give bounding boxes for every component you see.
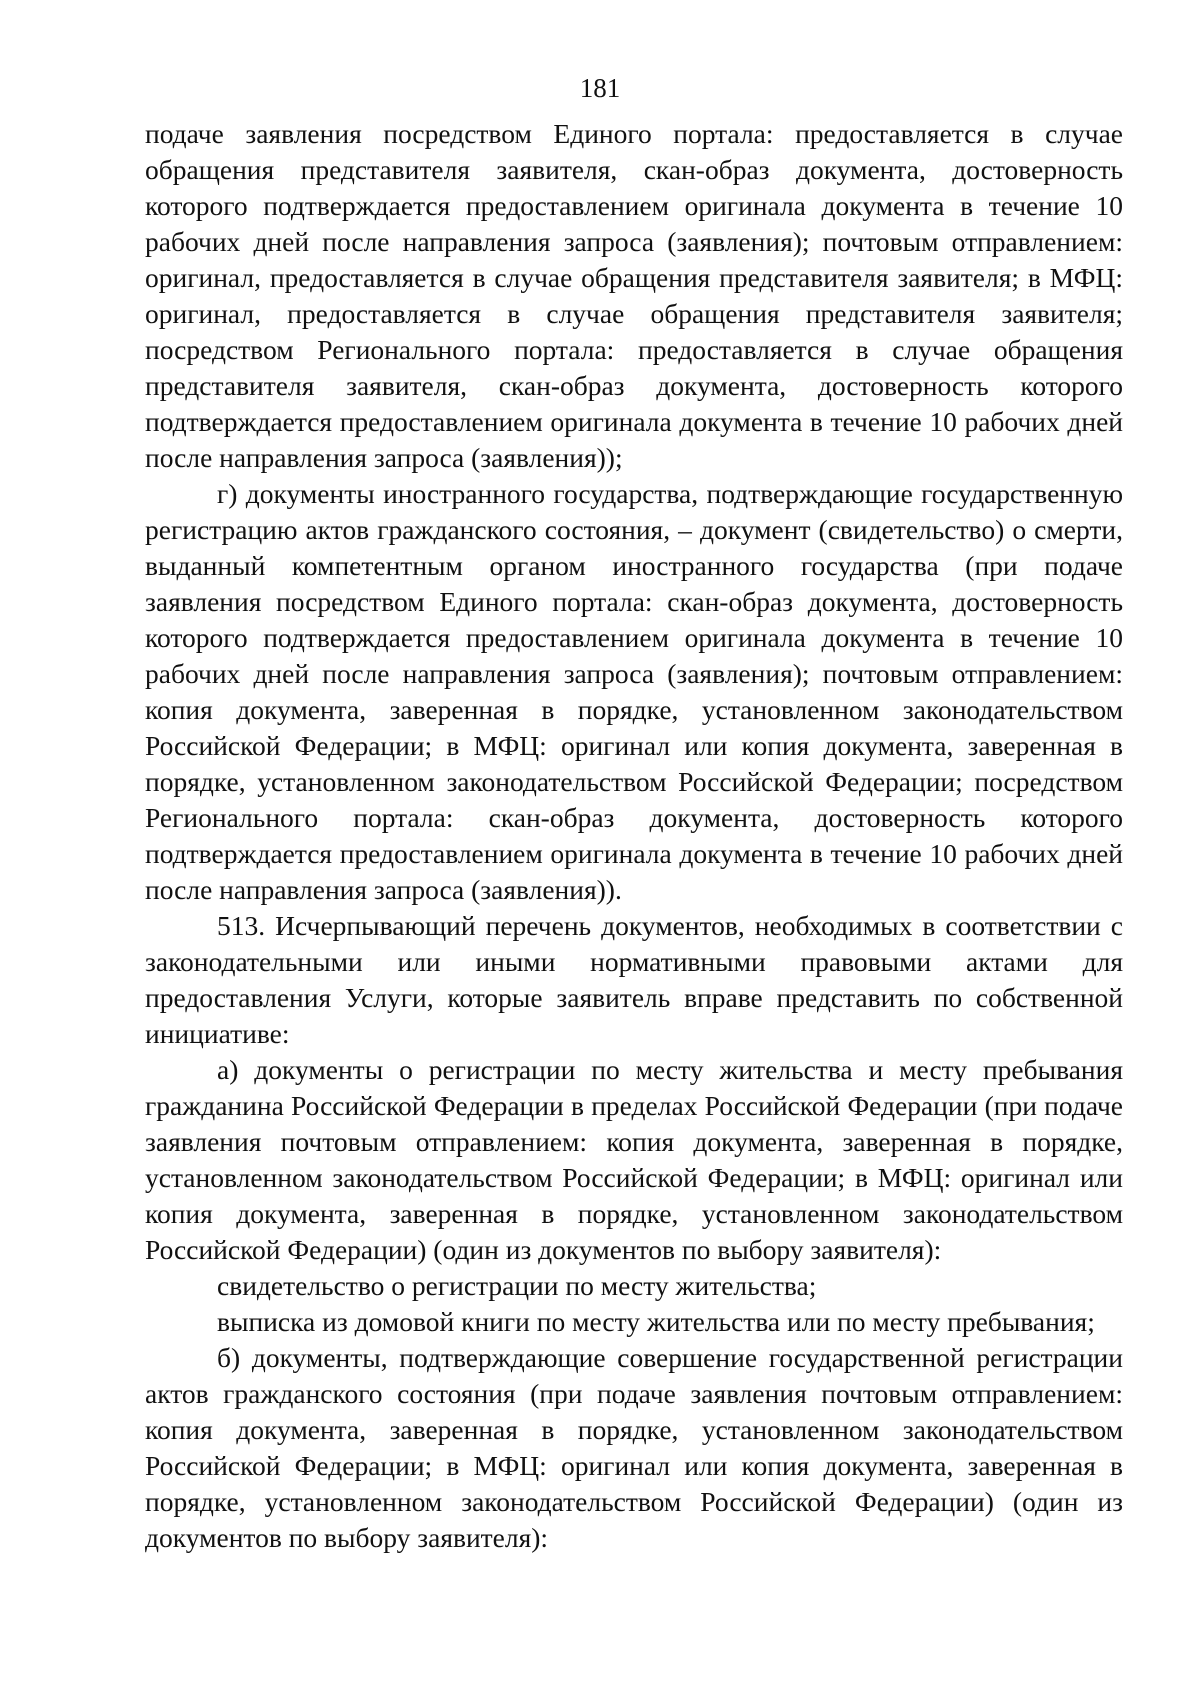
paragraph-item-a: а) документы о регистрации по месту жительства и месту пребывания гражданина Российской Федерации в пределах Российской Федерации (при подаче заявления почтовым отправлением: копия документа, заверенная в порядке, установленном законодательством Российской Федерации; в МФЦ: оригинал или копия документа, заверенная в порядке, установленном законодательством Российской Федерации) (один из документов по выбору заявителя): [145, 1054, 1123, 1265]
page-number: 181 [579, 73, 621, 103]
paragraph-513: 513. Исчерпывающий перечень документов, необходимых в соответствии с законодательными или иными нормативными правовыми актами для предоставления Услуги, которые заявитель вправе представить по собственной инициативе: [145, 910, 1123, 1049]
paragraph-item-b: б) документы, подтверждающие совершение государственной регистрации актов гражданского состояния (при подаче заявления почтовым отправлением: копия документа, заверенная в порядке, установленном законодательством Российской Федерации; в МФЦ: оригинал или копия документа, заверенная в порядке, установленном законодательством Российской Федерации) (один из документов по выбору заявителя): [145, 1342, 1123, 1553]
paragraph-item-g: г) документы иностранного государства, подтверждающие государственную регистрацию актов гражданского состояния, – документ (свидетельство) о смерти, выданный компетентным органом иностранного государства (при подаче заявления посредством Единого портала: скан-образ документа, достоверность которого подтверждается предоставлением оригинала документа в течение 10 рабочих дней после направления запроса (заявления); почтовым отправлением: копия документа, заверенная в порядке, установленном законодательством Российской Федерации; в МФЦ: оригинал или копия документа, заверенная в порядке, установленном законодательством Российской Федерации; посредством Регионального портала: скан-образ документа, достоверность которого подтверждается предоставлением оригинала документа в течение 10 рабочих дней после направления запроса (заявления)). [145, 478, 1123, 905]
document-body [145, 116, 1123, 1556]
paragraph-registration-certificate: свидетельство о регистрации по месту жительства; [217, 1270, 817, 1301]
paragraph-house-book-extract: выписка из домовой книги по месту жительства или по месту пребывания; [217, 1306, 1095, 1337]
paragraph-continuation: подаче заявления посредством Единого портала: предоставляется в случае обращения представителя заявителя, скан-образ документа, достоверность которого подтверждается предоставлением оригинала документа в течение 10 рабочих дней после направления запроса (заявления); почтовым отправлением: оригинал, предоставляется в случае обращения представителя заявителя; в МФЦ: оригинал, предоставляется в случае обращения представителя заявителя; посредством Регионального портала: предоставляется в случае обращения представителя заявителя, скан-образ документа, достоверность которого подтверждается предоставлением оригинала документа в течение 10 рабочих дней после направления запроса (заявления)); [145, 118, 1123, 473]
